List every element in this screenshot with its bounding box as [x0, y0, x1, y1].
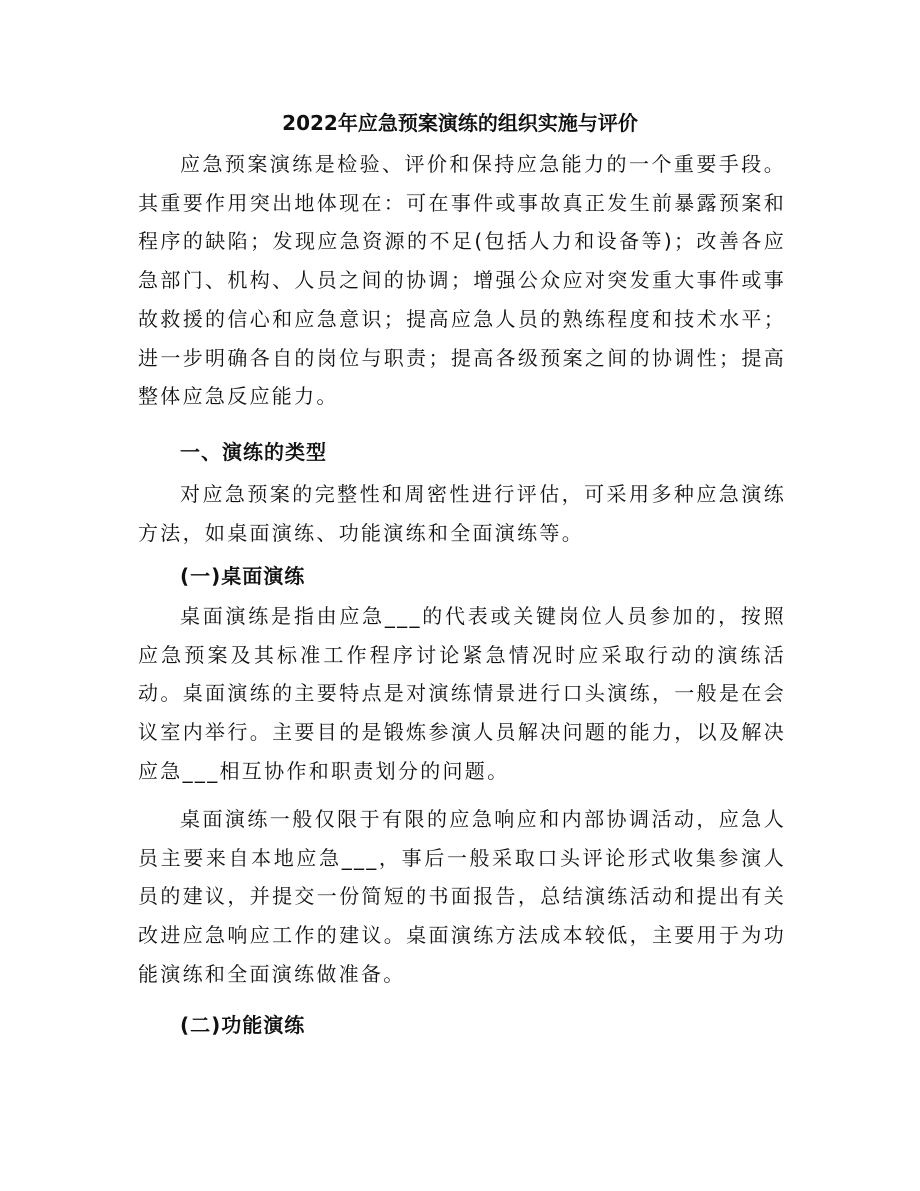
- section-heading-drill-types: 一、演练的类型: [180, 440, 327, 464]
- document-title: 2022年应急预案演练的组织实施与评价: [282, 111, 638, 135]
- subsection-heading-tabletop: (一)桌面演练: [180, 564, 306, 588]
- intro-paragraph: 应急预案演练是检验、评价和保持应急能力的一个重要手段。其重要作用突出地体现在：可在事件或事故真正发生前暴露预案和程序的缺陷；发现应急资源的不足(包括人力和设备等)；改善各应急部门、机构、人员之间的协调；增强公众应对突发重大事件或事故救援的信心和应急意识；提高应急人员的熟练程度和技术水平；进一步明确各自的岗位与职责；提高各级预案之间的协调性；提高整体应急反应能力。: [138, 152, 786, 409]
- subsection-heading-functional: (二)功能演练: [180, 1013, 306, 1037]
- tabletop-paragraph-1: 桌面演练是指由应急___的代表或关键岗位人员参加的，按照应急预案及其标准工作程序讨论紧急情况时应采取行动的演练活动。桌面演练的主要特点是对演练情景进行口头演练，一般是在会议室内举行。主要目的是锻炼参演人员解决问题的能力，以及解决应急___相互协作和职责划分的问题。: [138, 604, 786, 783]
- tabletop-paragraph-2: 桌面演练一般仅限于有限的应急响应和内部协调活动，应急人员主要来自本地应急___，事后一般采取口头评论形式收集参演人员的建议，并提交一份简短的书面报告，总结演练活动和提出有关改进应急响应工作的建议。桌面演练方法成本较低，主要用于为功能演练和全面演练做准备。: [138, 807, 786, 986]
- section-paragraph-drill-types: 对应急预案的完整性和周密性进行评估，可采用多种应急演练方法，如桌面演练、功能演练和全面演练等。: [138, 482, 786, 545]
